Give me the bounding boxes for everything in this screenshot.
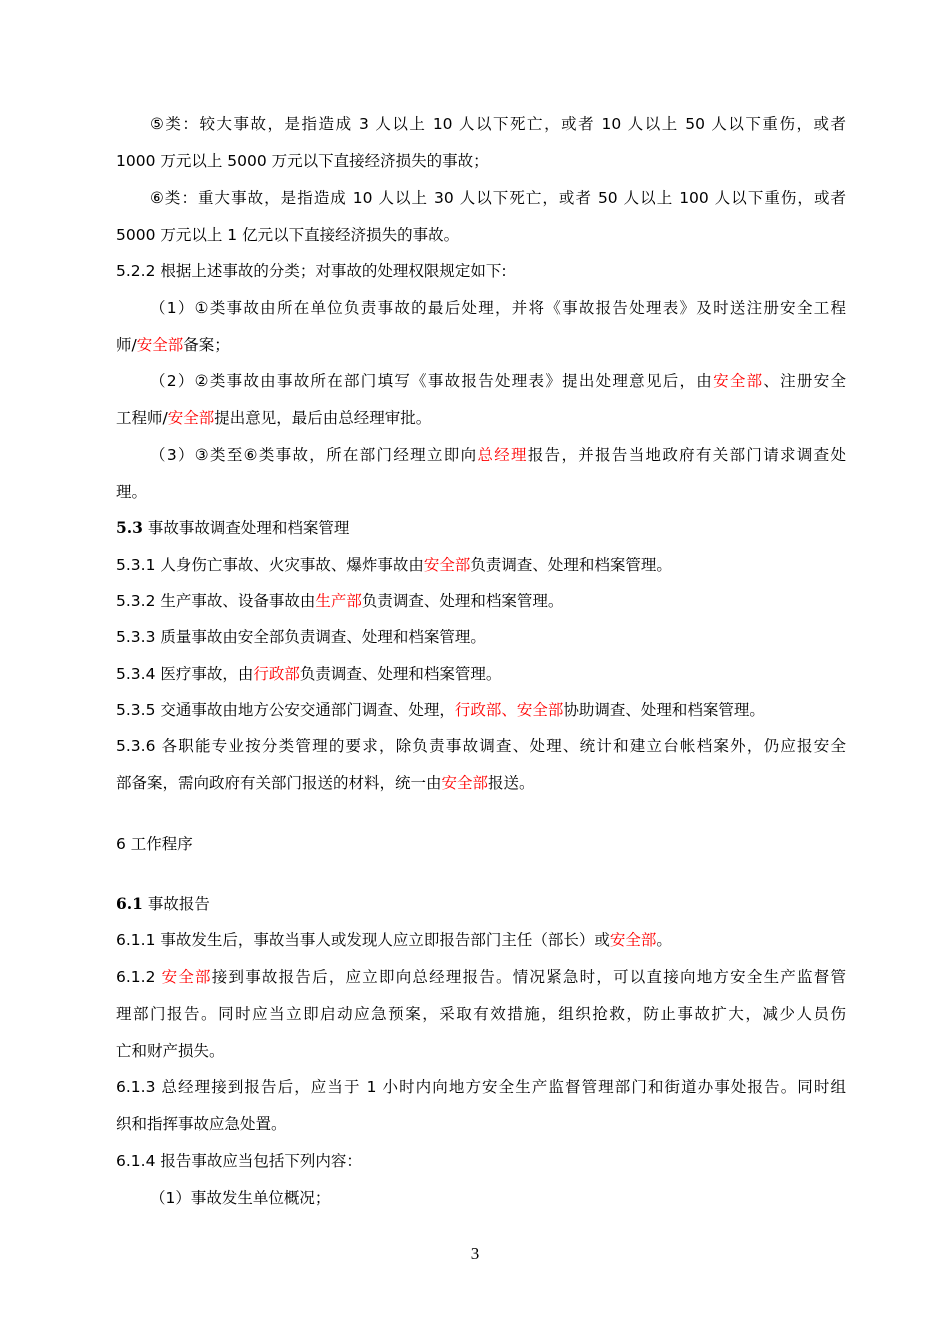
highlighted-department: 安全部 [161,968,212,986]
text-segment: 6 工作程序 [116,835,193,853]
text-segment: 师/ [116,336,137,354]
highlighted-department: 安全部 [713,372,764,390]
text-segment: 织和指挥事故应急处置。 [116,1115,287,1133]
text-segment: ⑤类：较大事故，是指造成 3 人以上 10 人以下死亡，或者 10 人以上 50 人以下重伤，或者 [150,115,846,133]
line-26 [116,1075,846,1099]
line-24 [116,1002,846,1026]
line-18 [116,734,846,758]
text-segment: 理部门报告。同时应当立即启动应急预案，采取有效措施，组织抢救，防止事故扩大，减少人员伤 [116,1005,846,1023]
text-segment: 备案； [183,336,230,354]
section-number: 5.3 [116,518,143,537]
section-number: 6.1 [116,894,143,913]
highlighted-department: 总经理 [477,446,528,464]
line-11 [116,480,846,504]
text-segment: 工程师/ [116,409,168,427]
text-segment: 报告，并报告当地政府有关部门请求调查处 [527,446,846,464]
line-17 [116,698,846,722]
line-16 [116,662,846,686]
line-5 [116,259,846,283]
text-segment: 5.3.2 生产事故、设备事故由 [116,592,316,610]
text-segment: （1）①类事故由所在单位负责事故的最后处理，并将《事故报告处理表》及时送注册安全工程 [150,299,846,317]
text-segment: 报送。 [488,774,535,792]
text-segment: ⑥类：重大事故，是指造成 10 人以上 30 人以下死亡，或者 50 人以上 100 人以下重伤，或者 [150,189,846,207]
line-1 [150,112,846,136]
line-25 [116,1039,846,1063]
text-segment: 5.2.2 根据上述事故的分类；对事故的处理权限规定如下: [116,262,507,280]
text-segment: 事故报告 [142,895,210,913]
highlighted-department: 行政部、安全部 [454,701,564,719]
text-segment: 5.3.4 医疗事故，由 [116,665,254,683]
line-19 [116,771,846,795]
text-segment: 接到事故报告后，应立即向总经理报告。情况紧急时，可以直接向地方安全生产监督管 [211,968,846,986]
text-segment: 5.3.1 人身伤亡事故、火灾事故、爆炸事故由 [116,556,424,574]
text-segment: （1）事故发生单位概况； [150,1189,331,1207]
text-segment: 。 [656,931,672,949]
text-segment: 部备案，需向政府有关部门报送的材料，统一由 [116,774,442,792]
highlighted-department: 行政部 [253,665,300,683]
line-21 [116,892,846,916]
line-8 [150,369,846,393]
line-10 [150,443,846,467]
text-segment: 负责调查、处理和档案管理。 [361,592,564,610]
highlighted-department: 生产部 [315,592,362,610]
line-13 [116,553,846,577]
highlighted-department: 安全部 [167,409,215,427]
text-segment: 、注册安全 [763,372,846,390]
text-segment: 负责调查、处理和档案管理。 [470,556,672,574]
line-7 [116,333,846,357]
text-segment: 5.3.3 质量事故由安全部负责调查、处理和档案管理。 [116,628,486,646]
highlighted-department: 安全部 [423,556,471,574]
highlighted-department: 安全部 [136,336,184,354]
text-segment: （2）②类事故由事故所在部门填写《事故报告处理表》提出处理意见后，由 [150,372,714,390]
line-14 [116,589,846,613]
text-segment: 6.1.4 报告事故应当包括下列内容： [116,1152,362,1170]
line-15 [116,625,846,649]
line-28 [116,1149,846,1173]
text-segment: 理。 [116,483,148,501]
line-27 [116,1112,846,1136]
highlighted-department: 安全部 [609,931,657,949]
line-3 [150,186,846,210]
text-segment: 6.1.2 [116,968,162,986]
text-segment: 提出意见，最后由总经理审批。 [214,409,432,427]
line-2 [116,149,846,173]
text-segment: 负责调查、处理和档案管理。 [299,665,502,683]
text-segment: 协助调查、处理和档案管理。 [563,701,765,719]
line-22 [116,928,846,952]
text-segment: 1000 万元以上 5000 万元以下直接经济损失的事故； [116,152,489,170]
text-segment: 5000 万元以上 1 亿元以下直接经济损失的事故。 [116,226,460,244]
line-20 [116,832,846,856]
text-segment: 5.3.5 交通事故由地方公安交通部门调查、处理， [116,701,455,719]
line-9 [116,406,846,430]
text-segment: （3）③类至⑥类事故，所在部门经理立即向 [150,446,478,464]
line-4 [116,223,846,247]
line-23 [116,965,846,989]
text-segment: 亡和财产损失。 [116,1042,225,1060]
text-segment: 事故事故调查处理和档案管理 [142,519,350,537]
line-29 [150,1186,846,1210]
text-segment: 6.1.3 总经理接到报告后，应当于 1 小时内向地方安全生产监督管理部门和街道办事处报告。同时组 [116,1078,846,1096]
page-number: 3 [470,1244,480,1263]
highlighted-department: 安全部 [441,774,489,792]
text-segment: 5.3.6 各职能专业按分类管理的要求，除负责事故调查、处理、统计和建立台帐档案外，仍应报安全 [116,737,846,755]
line-6 [150,296,846,320]
line-12 [116,516,846,540]
text-segment: 6.1.1 事故发生后，事故当事人或发现人应立即报告部门主任（部长）或 [116,931,610,949]
